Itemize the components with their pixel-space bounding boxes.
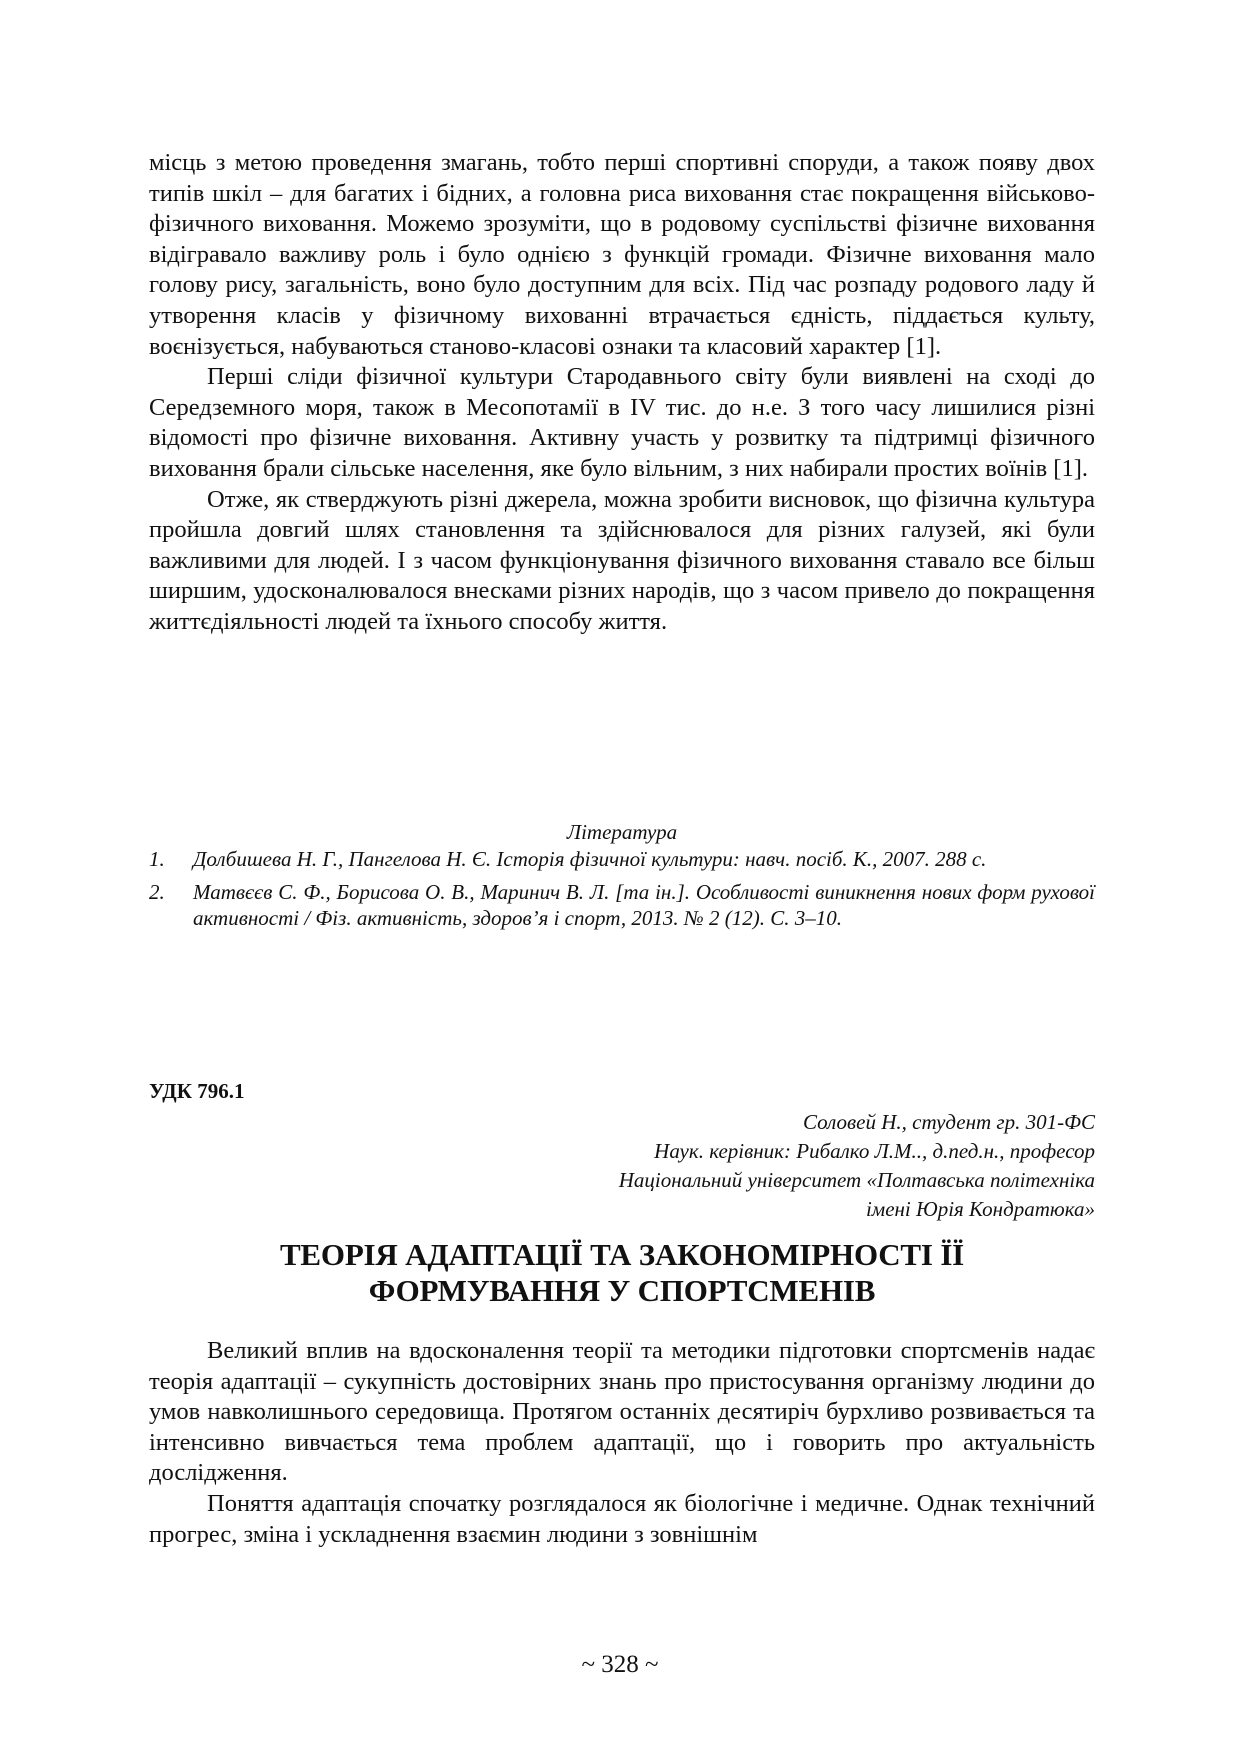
affiliation-line: імені Юрія Кондратюка» (865, 1197, 1095, 1221)
literature-heading: Література (566, 820, 678, 844)
page-number: ~ 328 ~ (581, 1651, 659, 1678)
reference-item (149, 846, 1095, 872)
article-title (149, 1237, 1095, 1309)
reference-list (149, 846, 1095, 938)
paragraph: Перші сліди фізичної культури Стародавнього світу були виявлені на сході до Середземного моря, також в Месопотамії в IV тис. до н.е. З того часу лишилися різні відомості про фізичне виховання. Активну участь у розвитку та підтримці фізичного виховання брали сільське населення, яке було вільним, з них набирали простих воїнів [1]. (149, 363, 1095, 482)
affiliation-line: Національний університет «Полтавська політехніка (618, 1168, 1095, 1192)
reference-number: 1. (149, 847, 165, 871)
reference-number: 2. (149, 880, 165, 904)
author-block (149, 1108, 1095, 1224)
reference-item (149, 879, 1095, 931)
body-text-bottom (149, 1336, 1095, 1550)
paragraph: місць з метою проведення змагань, тобто перші спортивні споруди, а також появу двох типів шкіл – для багатих і бідних, а головна риса виховання стає покращення військово-фізичного виховання. Можемо зрозуміти, що в родовому суспільстві фізичне виховання відігравало важливу роль і було однією з функцій громади. Фізичне виховання мало голову рису, загальність, воно було доступним для всіх. Під час розпаду родового ладу й утворення класів у фізичному вихованні втрачається єдність, піддається культу, воєнізується, набуваються станово-класові ознаки та класовий характер [1]. (149, 149, 1095, 360)
paragraph: Отже, як стверджують різні джерела, можна зробити висновок, що фізична культура пройшла довгий шлях становлення та здійснювалося для різних галузей, які були важливими для людей. І з часом функціонування фізичного виховання ставало все більш ширшим, удосконалювалося внесками різних народів, що з часом привело до покращення життєдіяльності людей та їхнього способу життя. (149, 485, 1095, 635)
paragraph: Поняття адаптація спочатку розглядалося як біологічне і медичне. Однак технічний прогрес, зміна і ускладнення взаємин людини з зовнішнім (149, 1489, 1095, 1548)
reference-text: Матвєєв С. Ф., Борисова О. В., Маринич В. Л. [та ін.]. Особливості виникнення нових форм рухової активності / Фіз. активність, здоров’я і спорт, 2013. № 2 (12). С. 3–10. (193, 880, 1095, 930)
body-text-top (149, 148, 1095, 638)
udk-code: УДК 796.1 (149, 1079, 245, 1103)
supervisor-line: Наук. керівник: Рибалко Л.М.., д.пед.н., професор (654, 1139, 1095, 1163)
reference-text: Долбишева Н. Г., Пангелова Н. Є. Історія фізичної культури: навч. посіб. К., 2007. 288 с. (193, 847, 987, 871)
paragraph: Великий вплив на вдосконалення теорії та методики підготовки спортсменів надає теорія адаптації – сукупність достовірних знань про пристосування організму людини до умов навколишнього середовища. Протягом останніх десятиріч бурхливо розвивається та інтенсивно вивчається тема проблем адаптації, що і говорить про актуальність дослідження. (149, 1337, 1095, 1487)
article-title-line: ФОРМУВАННЯ У СПОРТСМЕНІВ (368, 1273, 876, 1308)
article-title-line: ТЕОРІЯ АДАПТАЦІЇ ТА ЗАКОНОМІРНОСТІ ЇЇ (279, 1237, 965, 1272)
author-line: Соловей Н., студент гр. 301-ФС (803, 1110, 1095, 1134)
